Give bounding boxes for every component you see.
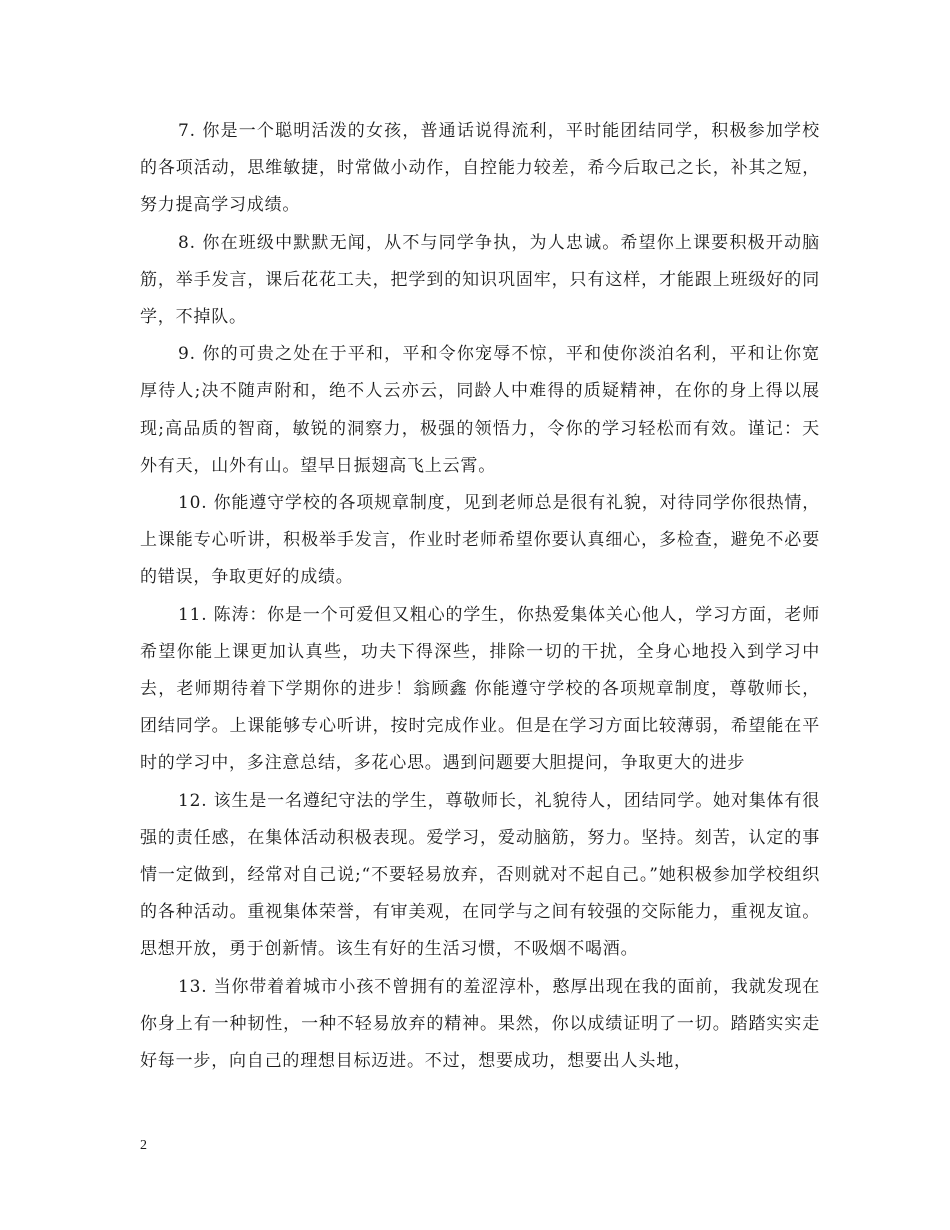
page-number: 2: [140, 1138, 147, 1153]
paragraph-13: 13. 当你带着着城市小孩不曾拥有的羞涩淳朴，憨厚出现在我的面前，我就发现在你身上有一种韧性，一种不轻易放弃的精神。果然，你以成绩证明了一切。踏踏实实走好每一步，向自己的理想目标迈进。不过，想要成功，想要出人头地，: [140, 976, 820, 1072]
paragraph-12: 12. 该生是一名遵纪守法的学生，尊敬师长，礼貌待人，团结同学。她对集体有很强的责任感，在集体活动积极表现。爱学习，爱动脑筋，努力。坚持。刻苦，认定的事情一定做到，经常对自己说;“不要轻易放弃，否则就对不起自己。”她积极参加学校组织的各种活动。重视集体荣誉，有审美观，在同学与之间有较强的交际能力，重视友谊。思想开放，勇于创新情。该生有好的生活习惯，不吸烟不喝酒。: [140, 790, 820, 960]
document-body: [140, 113, 820, 1080]
paragraph-10: 10. 你能遵守学校的各项规章制度，见到老师总是很有礼貌，对待同学你很热情，上课能专心听讲，积极举手发言，作业时老师希望你要认真细心，多检查，避免不必要的错误，争取更好的成绩。: [140, 493, 820, 588]
paragraph-7: 7. 你是一个聪明活泼的女孩，普通话说得流利，平时能团结同学，积极参加学校的各项活动，思维敏捷，时常做小动作，自控能力较差，希今后取己之长，补其之短，努力提高学习成绩。: [140, 121, 820, 216]
paragraph-9: 9. 你的可贵之处在于平和，平和令你宠辱不惊，平和使你淡泊名利，平和让你宽厚待人;决不随声附和，绝不人云亦云，同龄人中难得的质疑精神，在你的身上得以展现;高品质的智商，敏锐的洞察力，极强的领悟力，令你的学习轻松而有效。谨记：天外有天，山外有山。望早日振翅高飞上云霄。: [140, 344, 820, 476]
paragraph-11: 11. 陈涛：你是一个可爱但又粗心的学生，你热爱集体关心他人，学习方面，老师希望你能上课更加认真些，功夫下得深些，排除一切的干扰，全身心地投入到学习中去，老师期待着下学期你的进步！翁顾鑫 你能遵守学校的各项规章制度，尊敬师长，团结同学。上课能够专心听讲，按时完成作业。但是在学习方面比较薄弱，希望能在平时的学习中，多注意总结，多花心思。遇到问题要大胆提问，争取更大的进步: [140, 604, 820, 774]
paragraph-8: 8. 你在班级中默默无闻，从不与同学争执，为人忠诚。希望你上课要积极开动脑筋，举手发言，课后花花工夫，把学到的知识巩固牢，只有这样，才能跟上班级好的同学，不掉队。: [140, 232, 820, 328]
